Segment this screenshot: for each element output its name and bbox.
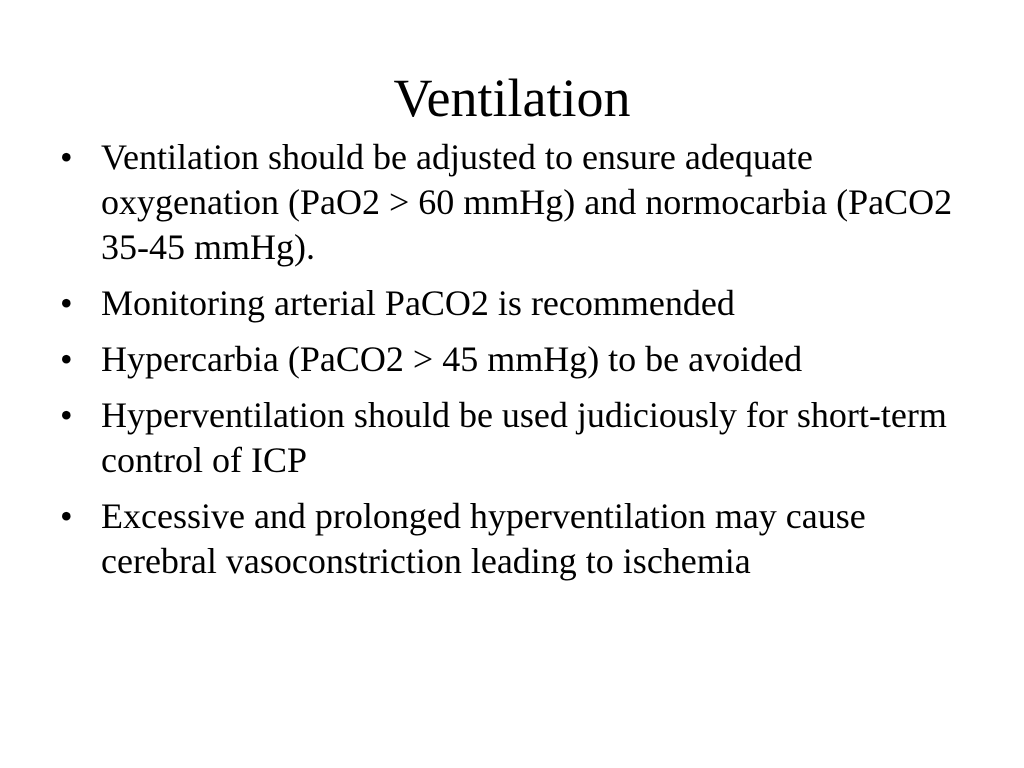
slide-title: Ventilation (393, 68, 631, 128)
bullet-text: Excessive and prolonged hyperventilation may cause cerebral vasoconstriction leading to ischemia (101, 496, 866, 581)
bullet-item (60, 135, 980, 270)
bullet-text: Hyperventilation should be used judiciously for short-term control of ICP (101, 395, 947, 480)
bullet-dot-icon: • (60, 395, 73, 435)
bullet-item (60, 337, 980, 382)
bullet-dot-icon: • (60, 339, 73, 379)
bullet-list (60, 135, 980, 595)
bullet-text: Monitoring arterial PaCO2 is recommended (101, 283, 735, 323)
bullet-item (60, 494, 980, 584)
bullet-text: Ventilation should be adjusted to ensure adequate oxygenation (PaO2 > 60 mmHg) and normocarbia (PaCO2 35-45 mmHg). (101, 137, 953, 267)
bullet-dot-icon: • (60, 283, 73, 323)
bullet-item (60, 393, 980, 483)
bullet-dot-icon: • (60, 137, 73, 177)
bullet-item (60, 281, 980, 326)
bullet-text: Hypercarbia (PaCO2 > 45 mmHg) to be avoided (101, 339, 803, 379)
bullet-dot-icon: • (60, 496, 73, 536)
